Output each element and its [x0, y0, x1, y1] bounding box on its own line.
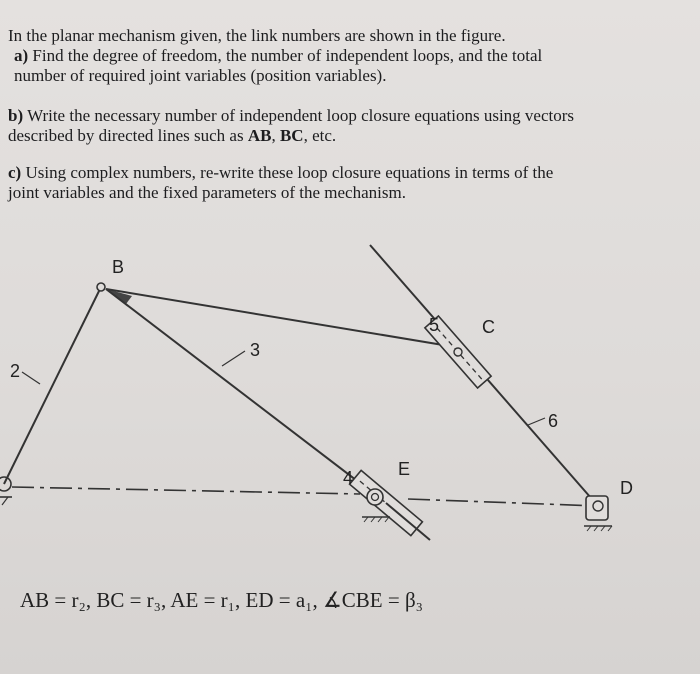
part-b-text1: Write the necessary number of independent loop closure equations using vectors: [27, 106, 575, 125]
point-e-label: E: [398, 459, 411, 479]
part-c-text1: Using complex numbers, re-write these loop closure equations in terms of the: [25, 163, 554, 182]
part-b-label: b): [8, 106, 24, 125]
link-3-extension: [386, 503, 430, 540]
given-parameters: AB = r₂, BC = r₃, AE = r₁, ED = a₁, ∡CBE = β₃: [20, 588, 423, 612]
point-d-label: D: [620, 478, 633, 498]
link-4-label: 4: [343, 468, 354, 488]
link-5-label: 5: [429, 315, 440, 335]
link-2: [4, 287, 101, 484]
ground-centerline-left: [12, 487, 360, 494]
link-2-leader: [22, 372, 40, 384]
part-a-line1: [8, 46, 542, 66]
link-6-leader: [528, 418, 545, 425]
vector-bc: BC: [279, 126, 304, 145]
part-a-text1: Find the degree of freedom, the number of independent loops, and the total: [32, 46, 543, 65]
link-3-label: 3: [250, 340, 261, 360]
part-b-text2: described by directed lines such as: [8, 126, 244, 145]
part-b-etc: , etc.: [303, 126, 337, 145]
part-a-label: a): [14, 46, 29, 65]
problem-statement: [8, 26, 542, 86]
ground-pivot-d: [584, 496, 612, 531]
part-b-line2: [8, 126, 574, 146]
point-c-label: C: [482, 317, 495, 337]
ground-centerline-right: [408, 499, 598, 506]
part-b-comma: ,: [271, 126, 276, 145]
part-c-line2: joint variables and the fixed parameters of the mechanism.: [8, 183, 406, 202]
joint-b: [97, 283, 105, 291]
part-c-line1: [8, 163, 553, 183]
part-a-line2: number of required joint variables (position variables).: [14, 66, 387, 85]
part-c: [8, 163, 553, 203]
part-c-label: c): [8, 163, 22, 182]
intro-text: In the planar mechanism given, the link numbers are shown in the figure.: [8, 26, 506, 45]
link-3-bc-side: [106, 289, 443, 345]
vector-ab: AB: [247, 126, 272, 145]
link-6-label: 6: [548, 411, 559, 431]
point-b-label: B: [112, 257, 125, 277]
link-3-leader: [222, 351, 245, 366]
link-2-label: 2: [10, 361, 21, 381]
part-b: [8, 106, 574, 146]
mechanism-figure: [0, 240, 700, 674]
part-b-line1: [8, 106, 574, 126]
